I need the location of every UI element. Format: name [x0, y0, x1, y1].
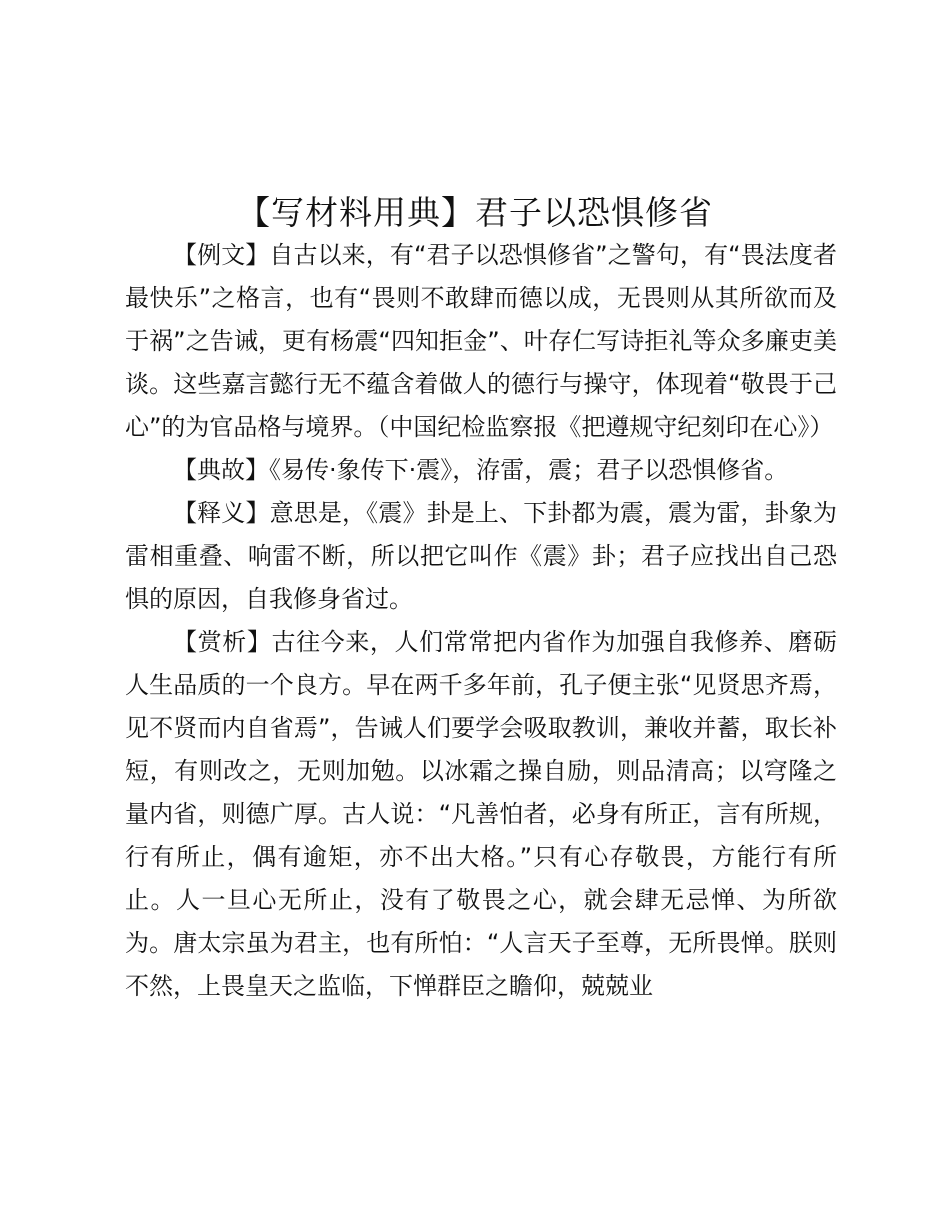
- paragraph-text: 《易传·象传下·震》，洊雷，震；君子以恐惧修省。: [269, 456, 789, 484]
- paragraph-text: 古往今来，人们常常把内省作为加强自我修养、磨砺人生品质的一个良方。早在两千多年前，孔子便主张“见贤思齐焉，见不贤而内自省焉”，告诫人们要学会吸取教训，兼收并蓄，取长补短，有则改之，无则加勉。以冰霜之操自励，则品清高；以穹隆之量内省，则德广厚。古人说：“凡善怕者，必身有所正，言有所规，行有所止，偶有逾矩，亦不出大格。”只有心存敬畏，方能行有所止。人一旦心无所止，没有了敬畏之心，就会肆无忌惮、为所欲为。唐太宗虽为君主，也有所怕：“人言天子至尊，无所畏惮。朕则不然，上畏皇天之监临，下惮群臣之瞻仰，兢兢业: [125, 628, 838, 1000]
- paragraph-label: 【赏析】: [173, 628, 272, 656]
- paragraph-label: 【释义】: [173, 499, 270, 527]
- paragraph-text: 自古以来，有“君子以恐惧修省”之警句，有“畏法度者最快乐”之格言，也有“畏则不敢肆而德以成，无畏则从其所欲而及于祸”之告诫，更有杨震“四知拒金”、叶存仁写诗拒礼等众多廉吏美谈。这些嘉言懿行无不蕴含着做人的德行与操守，体现着“敬畏于己心”的为官品格与境界。（中国纪检监察报《把遵规守纪刻印在心》）: [125, 241, 837, 441]
- paragraph-text: 意思是，《震》卦是上、下卦都为震，震为雷，卦象为雷相重叠、响雷不断，所以把它叫作《震》卦；君子应找出自己恐惧的原因，自我修身省过。: [125, 499, 837, 613]
- paragraph-label: 【典故】: [173, 456, 269, 484]
- paragraph-label: 【例文】: [173, 241, 270, 269]
- paragraph-interpretation: [125, 492, 837, 621]
- document-body: [125, 234, 837, 1008]
- paragraph-appreciation: [125, 621, 837, 1008]
- paragraph-allusion: [125, 449, 837, 492]
- paragraph-example: [125, 234, 837, 449]
- document-title: 【写材料用典】君子以恐惧修省: [237, 193, 713, 233]
